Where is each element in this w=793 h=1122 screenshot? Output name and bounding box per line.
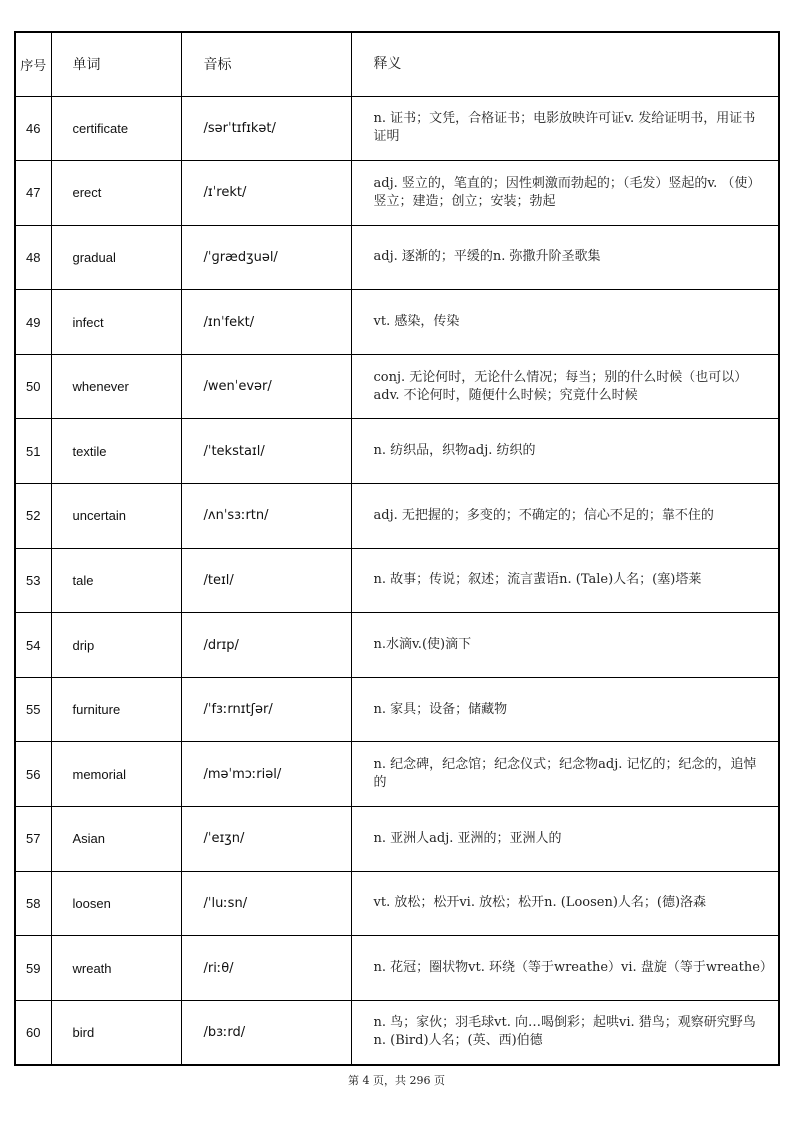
cell-word: tale xyxy=(51,548,181,613)
cell-phonetic: /riːθ/ xyxy=(181,936,351,1001)
cell-word: textile xyxy=(51,419,181,484)
cell-index: 51 xyxy=(15,419,51,484)
cell-index: 59 xyxy=(15,936,51,1001)
cell-word: uncertain xyxy=(51,484,181,549)
table-row xyxy=(15,613,779,678)
cell-word: loosen xyxy=(51,871,181,936)
cell-index: 53 xyxy=(15,548,51,613)
cell-meaning: vt. 感染，传染 xyxy=(351,290,779,355)
cell-index: 50 xyxy=(15,354,51,419)
cell-phonetic: /ˈeɪʒn/ xyxy=(181,807,351,872)
cell-phonetic: /ˈɡrædʒuəl/ xyxy=(181,225,351,290)
cell-meaning: n. 故事；传说；叙述；流言蜚语n. (Tale)人名；(塞)塔莱 xyxy=(351,548,779,613)
table-header-row xyxy=(15,32,779,96)
cell-word: gradual xyxy=(51,225,181,290)
cell-meaning: n. 纪念碑，纪念馆；纪念仪式；纪念物adj. 记忆的；纪念的，追悼的 xyxy=(351,742,779,807)
cell-meaning: n. 鸟；家伙；羽毛球vt. 向…喝倒彩；起哄vi. 猎鸟；观察研究野鸟n. (Bird)人名；(英、西)伯德 xyxy=(351,1000,779,1065)
cell-meaning: conj. 无论何时，无论什么情况；每当；别的什么时候（也可以）adv. 不论何时，随便什么时候；究竟什么时候 xyxy=(351,354,779,419)
header-word: 单词 xyxy=(51,32,181,96)
header-phonetic: 音标 xyxy=(181,32,351,96)
cell-word: certificate xyxy=(51,96,181,161)
cell-meaning: n. 证书；文凭，合格证书；电影放映许可证v. 发给证明书，用证书证明 xyxy=(351,96,779,161)
cell-meaning: n.水滴v.(使)滴下 xyxy=(351,613,779,678)
cell-word: erect xyxy=(51,161,181,226)
cell-phonetic: /teɪl/ xyxy=(181,548,351,613)
cell-word: infect xyxy=(51,290,181,355)
table-row xyxy=(15,161,779,226)
cell-index: 49 xyxy=(15,290,51,355)
cell-phonetic: /ˈfɜːrnɪtʃər/ xyxy=(181,677,351,742)
cell-index: 47 xyxy=(15,161,51,226)
cell-index: 57 xyxy=(15,807,51,872)
cell-index: 52 xyxy=(15,484,51,549)
table-row xyxy=(15,677,779,742)
cell-meaning: n. 花冠；圈状物vt. 环绕（等于wreathe）vi. 盘旋（等于wreathe） xyxy=(351,936,779,1001)
header-index: 序号 xyxy=(15,32,51,96)
cell-meaning: vt. 放松；松开vi. 放松；松开n. (Loosen)人名；(德)洛森 xyxy=(351,871,779,936)
vocabulary-table xyxy=(14,31,780,1066)
cell-index: 56 xyxy=(15,742,51,807)
cell-phonetic: /bɜːrd/ xyxy=(181,1000,351,1065)
table-row xyxy=(15,225,779,290)
cell-index: 58 xyxy=(15,871,51,936)
cell-meaning: adj. 竖立的，笔直的；因性刺激而勃起的；（毛发）竖起的v. （使）竖立；建造；创立；安装；勃起 xyxy=(351,161,779,226)
cell-phonetic: /ɪnˈfekt/ xyxy=(181,290,351,355)
cell-word: wreath xyxy=(51,936,181,1001)
table-row xyxy=(15,871,779,936)
cell-word: furniture xyxy=(51,677,181,742)
cell-index: 46 xyxy=(15,96,51,161)
table-row xyxy=(15,1000,779,1065)
table-row xyxy=(15,96,779,161)
cell-phonetic: /sərˈtɪfɪkət/ xyxy=(181,96,351,161)
cell-word: bird xyxy=(51,1000,181,1065)
cell-word: memorial xyxy=(51,742,181,807)
cell-index: 55 xyxy=(15,677,51,742)
cell-meaning: n. 家具；设备；储藏物 xyxy=(351,677,779,742)
cell-meaning: n. 亚洲人adj. 亚洲的；亚洲人的 xyxy=(351,807,779,872)
cell-index: 54 xyxy=(15,613,51,678)
table-row xyxy=(15,484,779,549)
table-row xyxy=(15,419,779,484)
table-row xyxy=(15,290,779,355)
cell-phonetic: /ɪˈrekt/ xyxy=(181,161,351,226)
cell-index: 60 xyxy=(15,1000,51,1065)
table-row xyxy=(15,354,779,419)
cell-phonetic: /ˈluːsn/ xyxy=(181,871,351,936)
cell-meaning: adj. 无把握的；多变的；不确定的；信心不足的；靠不住的 xyxy=(351,484,779,549)
cell-phonetic: /drɪp/ xyxy=(181,613,351,678)
cell-phonetic: /wenˈevər/ xyxy=(181,354,351,419)
page-footer: 第 4 页，共 296 页 xyxy=(348,1074,445,1087)
table-row xyxy=(15,742,779,807)
cell-phonetic: /ʌnˈsɜːrtn/ xyxy=(181,484,351,549)
header-meaning: 释义 xyxy=(351,32,779,96)
cell-meaning: adj. 逐渐的；平缓的n. 弥撒升阶圣歌集 xyxy=(351,225,779,290)
cell-meaning: n. 纺织品，织物adj. 纺织的 xyxy=(351,419,779,484)
cell-word: whenever xyxy=(51,354,181,419)
cell-index: 48 xyxy=(15,225,51,290)
table-row xyxy=(15,548,779,613)
cell-word: Asian xyxy=(51,807,181,872)
cell-phonetic: /məˈmɔːriəl/ xyxy=(181,742,351,807)
cell-phonetic: /ˈtekstaɪl/ xyxy=(181,419,351,484)
table-row xyxy=(15,807,779,872)
table-row xyxy=(15,936,779,1001)
cell-word: drip xyxy=(51,613,181,678)
